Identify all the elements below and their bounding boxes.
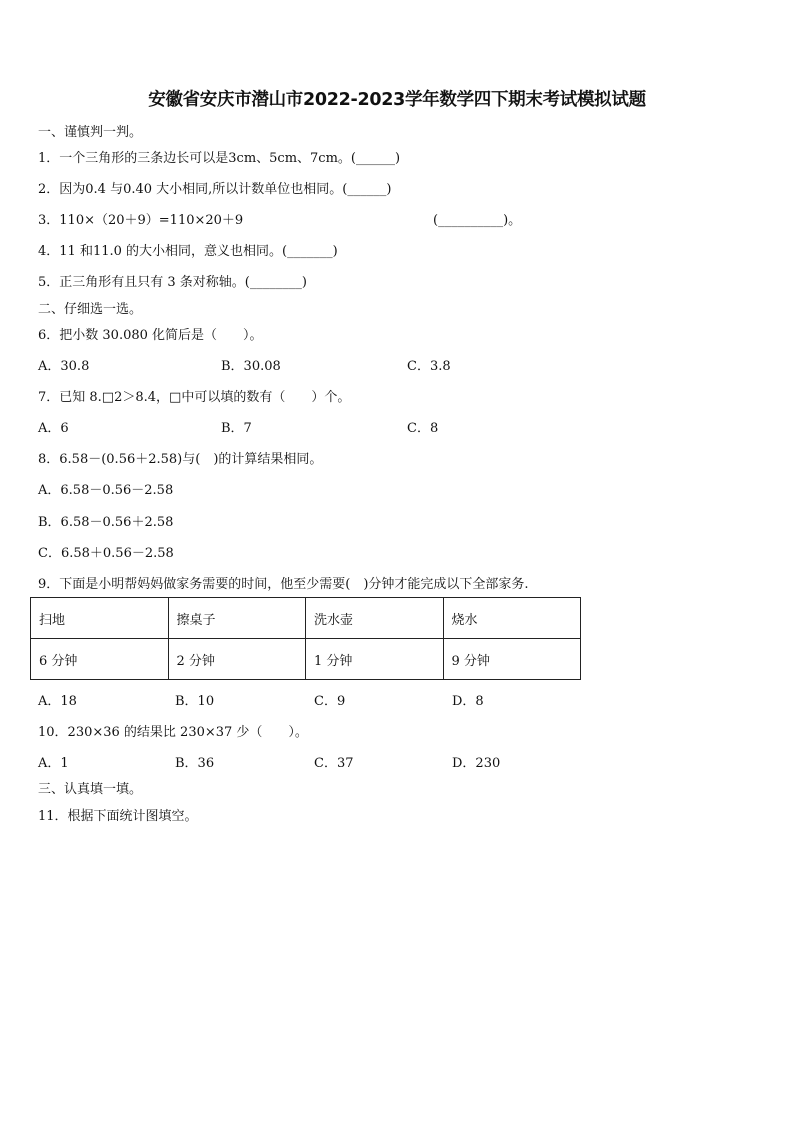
table-header-cell: 洗水壶 <box>306 598 444 639</box>
question-9-option-c: C．9 <box>314 694 346 709</box>
question-11: 11．根据下面统计图填空。 <box>38 809 198 824</box>
question-7: 7．已知 8.□2＞8.4，□中可以填的数有（ ）个。 <box>38 390 351 405</box>
question-2: 2．因为0.4 与0.40 大小相同,所以计数单位也相同。(______) <box>38 182 392 197</box>
question-8-option-a: A．6.58－0.56－2.58 <box>38 483 174 498</box>
question-7-option-b: B．7 <box>221 421 252 436</box>
table-header-cell: 烧水 <box>443 598 581 639</box>
question-5: 5．正三角形有且只有 3 条对称轴。(________) <box>38 275 307 290</box>
table-cell: 2 分钟 <box>168 639 306 680</box>
question-8-option-c: C．6.58＋0.56－2.58 <box>38 546 174 561</box>
question-9-option-a: A．18 <box>38 694 77 709</box>
question-8-option-b: B．6.58－0.56＋2.58 <box>38 515 174 530</box>
question-1: 1．一个三角形的三条边长可以是3cm、5cm、7cm。(______) <box>38 151 401 166</box>
section-2-heading: 二、仔细选一选。 <box>38 302 143 317</box>
question-6-option-b: B．30.08 <box>221 359 281 374</box>
question-10: 10．230×36 的结果比 230×37 少（ ）。 <box>38 725 308 740</box>
question-9: 9．下面是小明帮妈妈做家务需要的时间，他至少需要( )分钟才能完成以下全部家务. <box>38 577 529 592</box>
question-6-option-a: A．30.8 <box>38 359 90 374</box>
question-10-option-c: C．37 <box>314 756 354 771</box>
table-row <box>31 598 581 639</box>
question-7-option-c: C．8 <box>407 421 439 436</box>
table-header-cell: 擦桌子 <box>168 598 306 639</box>
table-cell: 1 分钟 <box>306 639 444 680</box>
section-3-heading: 三、认真填一填。 <box>38 782 143 797</box>
table-cell: 6 分钟 <box>31 639 169 680</box>
section-1-heading: 一、谨慎判一判。 <box>38 125 143 140</box>
question-4: 4．11 和11.0 的大小相同，意义也相同。(_______) <box>38 244 338 259</box>
question-8: 8．6.58－(0.56＋2.58)与( )的计算结果相同。 <box>38 452 323 467</box>
table-header-cell: 扫地 <box>31 598 169 639</box>
question-9-option-b: B．10 <box>175 694 215 709</box>
question-6: 6．把小数 30.080 化简后是（ ）。 <box>38 328 263 343</box>
page-title: 安徽省安庆市潜山市2022-2023学年数学四下期末考试模拟试题 <box>148 90 646 110</box>
question-3: 3．110×（20＋9）=110×20＋9 <box>38 213 244 228</box>
question-7-option-a: A．6 <box>38 421 69 436</box>
question-6-option-c: C．3.8 <box>407 359 451 374</box>
table-row <box>31 639 581 680</box>
question-10-option-d: D．230 <box>452 756 501 771</box>
chores-time-table <box>30 597 581 680</box>
question-10-option-a: A．1 <box>38 756 69 771</box>
question-9-option-d: D．8 <box>452 694 484 709</box>
question-3-answer-blank: (__________)。 <box>433 213 522 228</box>
question-10-option-b: B．36 <box>175 756 215 771</box>
table-cell: 9 分钟 <box>443 639 581 680</box>
